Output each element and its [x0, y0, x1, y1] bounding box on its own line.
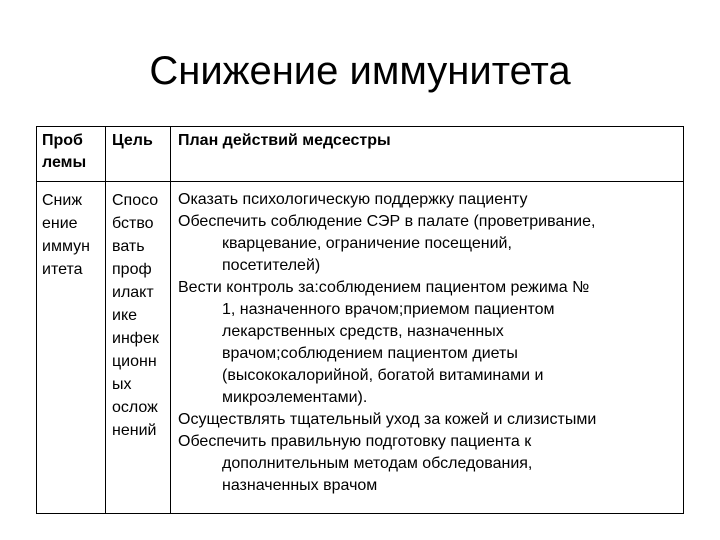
care-plan-table — [36, 126, 684, 514]
slide-title: Снижение иммунитета — [149, 49, 571, 93]
plan-cell — [178, 189, 596, 497]
table-border-right — [683, 126, 684, 514]
problem-line: итета — [42, 261, 83, 278]
header-problem-line: Проб — [42, 132, 83, 149]
plan-item-skin-care — [178, 409, 596, 431]
plan-line: микроэлементами). — [222, 389, 368, 406]
goal-cell — [112, 189, 159, 442]
plan-line: (высококалорийной, богатой витаминами и — [222, 367, 544, 384]
goal-line: инфек — [112, 330, 159, 347]
plan-line: Оказать психологическую поддержку пациенту — [178, 191, 528, 208]
goal-line: нений — [112, 422, 157, 439]
goal-line: ике — [112, 307, 138, 324]
plan-line: кварцевание, ограничение посещений, — [222, 235, 512, 252]
column-divider-2 — [170, 126, 171, 514]
plan-line: лекарственных средств, назначенных — [222, 323, 504, 340]
plan-item-monitoring — [178, 277, 596, 409]
goal-line: бство — [112, 215, 154, 232]
goal-line: ослож — [112, 399, 158, 416]
table-border-top — [36, 126, 684, 127]
plan-line: назначенных врачом — [222, 477, 378, 494]
header-plan: План действий медсестры — [178, 132, 391, 149]
plan-item-exam-preparation — [178, 431, 596, 497]
header-problem — [42, 130, 86, 174]
plan-item-sanitary-regime — [178, 211, 596, 277]
column-divider-1 — [105, 126, 106, 514]
goal-line: вать — [112, 238, 145, 255]
goal-line: ционн — [112, 353, 157, 370]
problem-line: иммун — [42, 238, 90, 255]
plan-line: дополнительным методам обследования, — [222, 455, 533, 472]
plan-line: Осуществлять тщательный уход за кожей и слизистыми — [178, 411, 597, 428]
header-divider — [36, 181, 684, 182]
plan-line: Обеспечить правильную подготовку пациента к — [178, 433, 532, 450]
plan-line: 1, назначенного врачом;приемом пациентом — [222, 301, 555, 318]
problem-line: ение — [42, 215, 78, 232]
header-problem-line: лемы — [42, 154, 87, 171]
plan-item-psych-support — [178, 189, 596, 211]
goal-line: проф — [112, 261, 152, 278]
goal-line: Спосо — [112, 192, 159, 209]
header-goal: Цель — [112, 132, 153, 149]
plan-line: посетителей) — [222, 257, 321, 274]
plan-line: врачом;соблюдением пациентом диеты — [222, 345, 518, 362]
problem-cell — [42, 189, 90, 281]
goal-line: илакт — [112, 284, 154, 301]
problem-line: Сниж — [42, 192, 83, 209]
table-border-bottom — [36, 513, 684, 514]
goal-line: ых — [112, 376, 132, 393]
plan-line: Вести контроль за:соблюдением пациентом режима № — [178, 279, 590, 296]
plan-line: Обеспечить соблюдение СЭР в палате (проветривание, — [178, 213, 596, 230]
table-border-left — [36, 126, 37, 514]
